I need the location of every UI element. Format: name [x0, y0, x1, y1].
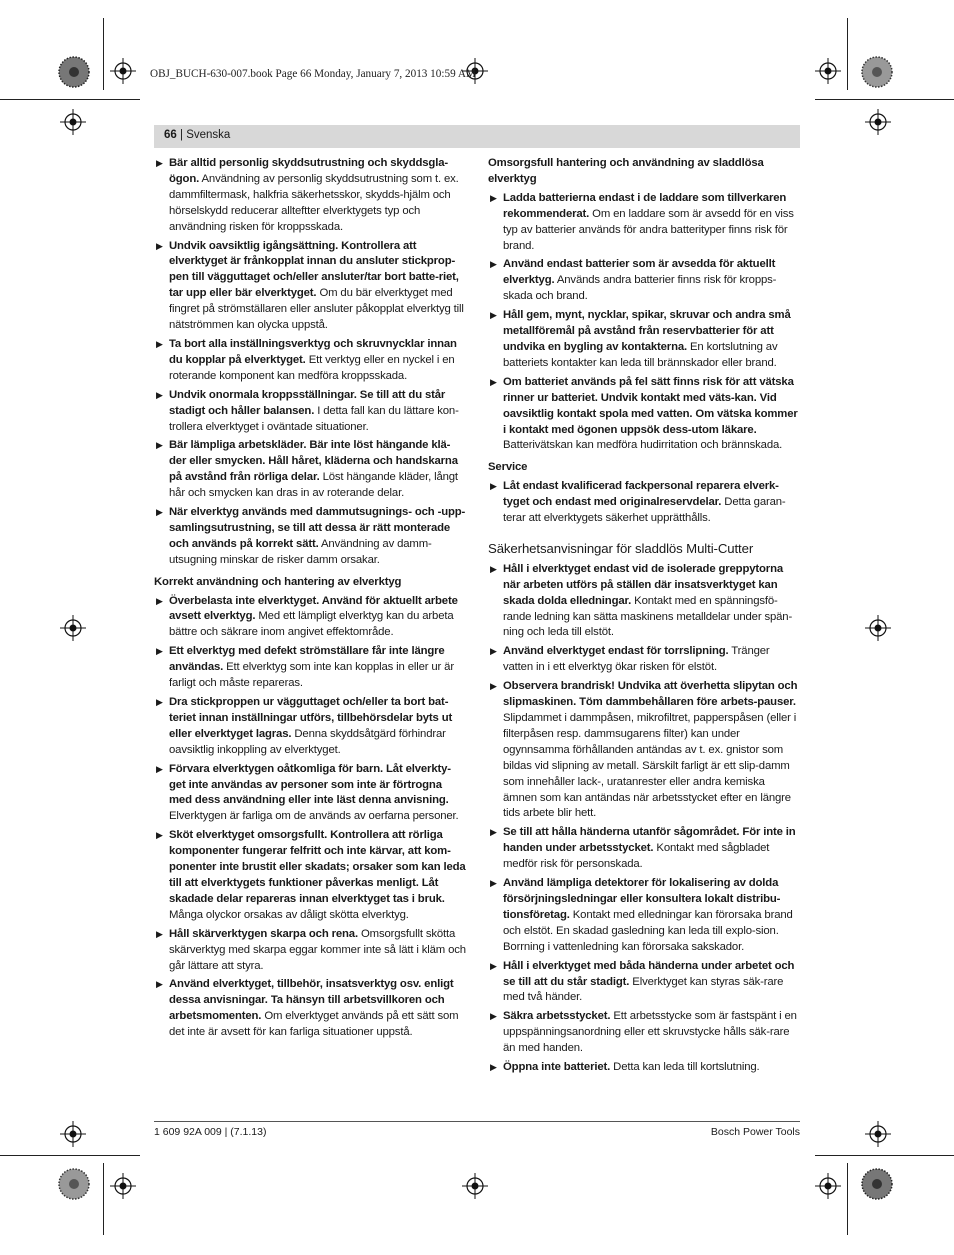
bullet-arrow-icon: ▶: [490, 192, 497, 203]
registration-mark-icon: [60, 1121, 86, 1147]
bullet-body-text: Användning av personlig skyddsutrustning som t. ex. dammfiltermask, halkfria säkerhetsskor, skydds-hjälm och hörselskydd reducerar allteftter elverktygets typ och användning risken för kroppsskada.: [169, 172, 459, 233]
right-items-battery: [488, 191, 800, 455]
bullet-arrow-icon: ▶: [156, 697, 163, 707]
bullet-bold-text: Bär lämpliga arbetskläder. Bär inte löst hängande klä-der eller smycken. Håll håret, kläderna och handskarna på avstånd från rörliga delar.: [169, 439, 458, 484]
left-items-a: [154, 156, 466, 569]
bullet-item: [488, 257, 800, 305]
print-slug: OBJ_BUCH-630-007.book Page 66 Monday, January 7, 2013 10:59 AM: [150, 68, 476, 80]
bullet-arrow-icon: ▶: [490, 481, 497, 492]
bullet-bold-text: Observera brandrisk! Undvika att överhetta slipytan och slipmaskinen. Töm dammbehållaren före arbets-pauser.: [503, 680, 798, 709]
bullet-arrow-icon: ▶: [490, 1062, 497, 1073]
bullet-body-text: Elverktyget kan styras säk-rare med två händer.: [503, 975, 784, 1004]
bullet-bold-text: Öppna inte batteriet.: [503, 1061, 611, 1074]
bullet-body-text: I detta fall kan du lättare kon-trollera elverktyget i oväntade situationer.: [169, 404, 459, 433]
bullet-bold-text: Håll gem, mynt, nycklar, spikar, skruvar och andra små metallföremål på avstånd från reservbatterier för att undvika en bygling av kontakterna.: [503, 309, 791, 353]
crop-mark-bottom-right-h: [815, 1155, 954, 1156]
left-items-b: [154, 594, 466, 1041]
bullet-bold-text: Använd elverktyget, tillbehör, insatsverktyg osv. enligt dessa anvisningar. Ta hänsyn till arbetsvillkoren och arbetsmomenten.: [169, 978, 454, 1023]
bullet-body-text: Ett elverktyg som inte kan kopplas in eller ur är farligt och måste repareras.: [169, 661, 454, 690]
bullet-arrow-icon: ▶: [156, 595, 163, 606]
bullet-body-text: Många olyckor orsakas av dåligt skötta elverktyg.: [169, 908, 409, 921]
registration-mark-icon: [815, 58, 841, 84]
crop-mark-bottom-right-v: [847, 1163, 848, 1235]
bullet-bold-text: Dra stickproppen ur vägguttaget och/eller ta bort bat-teriet innan inställningar utförs, tillbehörsdelar byts ut eller elverktyget lagras.: [169, 696, 453, 740]
bullet-body-text: Löst hängande kläder, långt hår och smycken kan dras in av roterande delar.: [169, 471, 458, 500]
footer-doc-number: 1 609 92A 009 | (7.1.13): [154, 1126, 267, 1138]
bullet-body-text: Ett verktyg eller en nyckel i en roterande komponent kan medföra kroppsskada.: [169, 353, 455, 382]
bullet-bold-text: Undvik oavsiktlig igångsättning. Kontrollera att elverktyget är frånkopplat innan du ansluter stickprop-pen till vägguttaget och/eller ansluter/tar bort batte-riet, tar upp eller bär elverktyget.: [169, 239, 459, 300]
bullet-bold-text: Undvik onormala kroppsställningar. Se till att du står stadigt och håller balansen.: [169, 388, 446, 417]
bullet-arrow-icon: ▶: [490, 960, 497, 971]
registration-mark-icon: [462, 1173, 488, 1199]
subhead-battery: Omsorgsfull hantering och användning av sladdlösa elverktyg: [488, 157, 764, 185]
bullet-bold-text: När elverktyg används med dammutsugnings- och -upp-samlingsutrustning, se till att dessa är rätt monterade och används på korrekt sätt.: [169, 506, 466, 550]
bullet-body-text: Batterivätskan kan medföra hudirritation och brännskada.: [503, 439, 783, 452]
right-column: [488, 156, 800, 1079]
bullet-body-text: Elverktygen är farliga om de används av oerfarna personer.: [169, 810, 459, 823]
bullet-body-text: Detta kan leda till kortslutning.: [610, 1061, 760, 1074]
color-target-icon: [57, 1167, 91, 1201]
bullet-item: [488, 375, 800, 455]
registration-mark-icon: [110, 58, 136, 84]
bullet-body-text: Kontakt med elledningar kan förorsaka brand och elstöt. En skadad gasledning kan leda till explo-sion. Borrning i vattenledning kan förorsaka sakskador.: [503, 908, 793, 953]
bullet-item: [154, 695, 466, 759]
bullet-bold-text: Förvara elverktygen oåtkomliga för barn. Låt elverkty-get inte användas av personer som inte är förtrogna med dess användning eller inte läst denna anvisning.: [169, 762, 451, 807]
bullet-body-text: Slipdammet i dammpåsen, mikrofiltret, papperspåsen (eller i filterpåsen resp. dammsugarens filter) kan under ogynnsamma förhållanden antändas av t. ex. gnistor som bildas vid slipning av metall. Särskilt farligt är ett slip-damm som innehåller lack-, uratanrester eller andra kemiska ämnen som kan antändas när arbetsstycket efter en längre tids arbete blir hett.: [503, 712, 797, 820]
crop-mark-top-right-v: [847, 18, 848, 90]
registration-mark-icon: [60, 615, 86, 641]
bullet-item: [488, 679, 800, 822]
crop-mark-top-left-v: [103, 18, 104, 90]
crop-mark-top-left-h: [0, 99, 140, 100]
bullet-item: [154, 927, 466, 975]
bullet-arrow-icon: ▶: [490, 827, 497, 838]
bullet-bold-text: Håll i elverktyget endast vid de isolerade greppytorna när arbeten utförs på ställen där insatsverktyget kan skada dolda elledningar.: [503, 562, 784, 607]
crop-mark-top-right-h: [815, 99, 954, 100]
bullet-item: [154, 762, 466, 826]
bullet-body-text: Kontakt med sågbladet medför risk för personskada.: [503, 842, 770, 871]
bullet-arrow-icon: ▶: [156, 389, 163, 400]
bullet-item: [154, 156, 466, 236]
bullet-body-text: Om en laddare som är avsedd för en viss typ av batterier används för andra batterityper finns risk för brand.: [503, 207, 794, 252]
bullet-item: [488, 562, 800, 642]
bullet-item: [154, 337, 466, 385]
bullet-item: [488, 825, 800, 873]
bullet-arrow-icon: ▶: [156, 646, 163, 657]
registration-mark-icon: [865, 109, 891, 135]
registration-mark-icon: [60, 109, 86, 135]
bullet-item: [154, 828, 466, 923]
bullet-bold-text: Om batteriet används på fel sätt finns risk för att vätska rinner ur batteriet. Undvik kontakt med väts-kan. Vid oavsiktlig kontakt spola med vatten. Om vätska kommer i kontakt med ögonen uppsök dess-utom läkare.: [503, 375, 798, 436]
bullet-bold-text: Håll i elverktyget med båda händerna under arbetet och se till att du står stadigt.: [503, 959, 795, 988]
bullet-bold-text: Se till att hålla händerna utanför sågområdet. För inte in handen under arbetsstycket.: [503, 826, 796, 855]
bullet-arrow-icon: ▶: [490, 310, 497, 321]
bullet-body-text: Denna skyddsåtgärd förhindrar oavsiktlig inkoppling av elverktyget.: [169, 727, 446, 756]
bullet-body-text: Ett arbetsstycke som är fastspänt i en uppspänningsanordning eller ett skruvstycke hålls säk-rare än med handen.: [503, 1010, 797, 1055]
bullet-bold-text: Bär alltid personlig skyddsutrustning och skyddsgla-ögon.: [169, 157, 448, 185]
bullet-item: [488, 644, 800, 676]
bullet-body-text: Används andra batterier finns risk för kropps-skada och brand.: [503, 274, 777, 303]
left-column: [154, 156, 466, 1044]
color-target-icon: [860, 1167, 894, 1201]
bullet-arrow-icon: ▶: [490, 878, 497, 889]
bullet-body-text: Om du bär elverktyget med fingret på strömställaren eller ansluter påkopplat elverktyg till nätströmmen kan olycka uppstå.: [169, 287, 464, 332]
bullet-arrow-icon: ▶: [156, 763, 163, 774]
bullet-item: [154, 388, 466, 436]
bullet-item: [488, 876, 800, 956]
registration-mark-icon: [815, 1173, 841, 1199]
bullet-item: [488, 1009, 800, 1057]
crop-mark-bottom-left-v: [103, 1163, 104, 1235]
bullet-item: [488, 959, 800, 1007]
bullet-arrow-icon: ▶: [490, 1011, 497, 1022]
bullet-arrow-icon: ▶: [490, 259, 497, 270]
bullet-bold-text: Överbelasta inte elverktyget. Använd för aktuellt arbete avsett elverktyg.: [169, 594, 458, 623]
bullet-item: [154, 438, 466, 502]
bullet-item: [154, 594, 466, 642]
footer-brand: Bosch Power Tools: [710, 1126, 800, 1138]
bullet-arrow-icon: ▶: [156, 928, 163, 939]
bullet-bold-text: Låt endast kvalificerad fackpersonal reparera elverk-tyget och endast med originalreservdelar.: [503, 480, 779, 509]
header-text: 66 | Svenska: [164, 129, 231, 141]
bullet-item: [488, 308, 800, 372]
subhead-service: Service: [488, 461, 528, 474]
bullet-bold-text: Använd lämpliga detektorer för lokalisering av dolda försörjningsledningar eller konsultera lokalt distribu-tionsföretag.: [503, 877, 781, 921]
registration-mark-icon: [865, 1121, 891, 1147]
bullet-item: [154, 239, 466, 334]
bullet-arrow-icon: ▶: [156, 507, 163, 518]
page-number: 66: [164, 129, 177, 141]
bullet-body-text: Med ett lämpligt elverktyg kan du arbeta bättre och säkrare inom angivet effektområde.: [169, 610, 454, 639]
color-target-icon: [57, 55, 91, 89]
bullet-arrow-icon: ▶: [490, 681, 497, 692]
registration-mark-icon: [865, 615, 891, 641]
bullet-body-text: Kontakt med en spänningsfö-rande ledning kan sätta maskinens metalldelar under spän-ning och leda till elstöt.: [503, 594, 793, 639]
bullet-bold-text: Ta bort alla inställningsverktyg och skruvnycklar innan du kopplar på elverktyget.: [169, 337, 457, 366]
bullet-arrow-icon: ▶: [156, 158, 163, 168]
bullet-arrow-icon: ▶: [156, 338, 163, 349]
bullet-arrow-icon: ▶: [156, 240, 163, 251]
bullet-item: [154, 644, 466, 692]
registration-mark-icon: [110, 1173, 136, 1199]
bullet-bold-text: Ett elverktyg med defekt strömställare får inte längre användas.: [169, 645, 445, 674]
bullet-bold-text: Sköt elverktyget omsorgsfullt. Kontrollera att rörliga komponenter fungerar felfritt och inte kärvar, att kom-ponenter inte brustit eller skadats; orsaker som kan leda till att elverktygets funktioner påverkas menligt. Låt skadade delar repareras innan elverktyget tas i bruk.: [169, 829, 466, 905]
bullet-body-text: Om elverktyget används på ett sätt som det inte är avsett för kan farliga situationer uppstå.: [169, 1010, 459, 1039]
bullet-arrow-icon: ▶: [490, 646, 497, 657]
bullet-arrow-icon: ▶: [490, 376, 497, 387]
bullet-body-text: En kortslutning av batteriets kontakter kan leda till brännskador eller brand.: [503, 340, 778, 369]
footer-rule: [154, 1121, 800, 1122]
right-items-cutter: [488, 562, 800, 1076]
bullet-item: [154, 505, 466, 569]
bullet-body-text: Detta garan-terar att elverktygets säkerhet upprätthålls.: [503, 496, 786, 525]
bullet-arrow-icon: ▶: [156, 440, 163, 451]
bullet-bold-text: Använd elverktyget endast för torrslipning.: [503, 645, 729, 658]
bullet-item: [154, 977, 466, 1041]
right-items-service: [488, 479, 800, 527]
crop-mark-bottom-left-h: [0, 1155, 140, 1156]
section-name: Svenska: [186, 129, 231, 141]
bullet-bold-text: Håll skärverktygen skarpa och rena.: [169, 927, 358, 940]
bullet-arrow-icon: ▶: [490, 563, 497, 574]
bullet-arrow-icon: ▶: [156, 830, 163, 841]
page-header: [154, 125, 800, 148]
bullet-body-text: Användning av damm-utsugning minskar de risker damm orsakar.: [169, 537, 432, 566]
bullet-item: [488, 1060, 800, 1076]
bullet-bold-text: Använd endast batterier som är avsedda för aktuellt elverktyg.: [503, 258, 776, 287]
heading-multi-cutter: Säkerhetsanvisningar för sladdlös Multi-Cutter: [488, 540, 754, 556]
subhead-korrekt: Korrekt användning och hantering av elverktyg: [154, 575, 402, 588]
bullet-bold-text: Ladda batterierna endast i de laddare som tillverkaren rekommenderat.: [503, 191, 787, 220]
bullet-item: [488, 479, 800, 527]
bullet-item: [488, 191, 800, 255]
bullet-body-text: Omsorgsfullt skötta skärverktyg med skarpa eggar kommer inte så lätt i kläm och går lättare att styra.: [169, 927, 466, 972]
bullet-bold-text: Säkra arbetsstycket.: [503, 1010, 611, 1023]
bullet-arrow-icon: ▶: [156, 979, 163, 990]
color-target-icon: [860, 55, 894, 89]
bullet-body-text: Tränger vatten in i ett elverktyg ökar risken för elstöt.: [503, 645, 770, 674]
